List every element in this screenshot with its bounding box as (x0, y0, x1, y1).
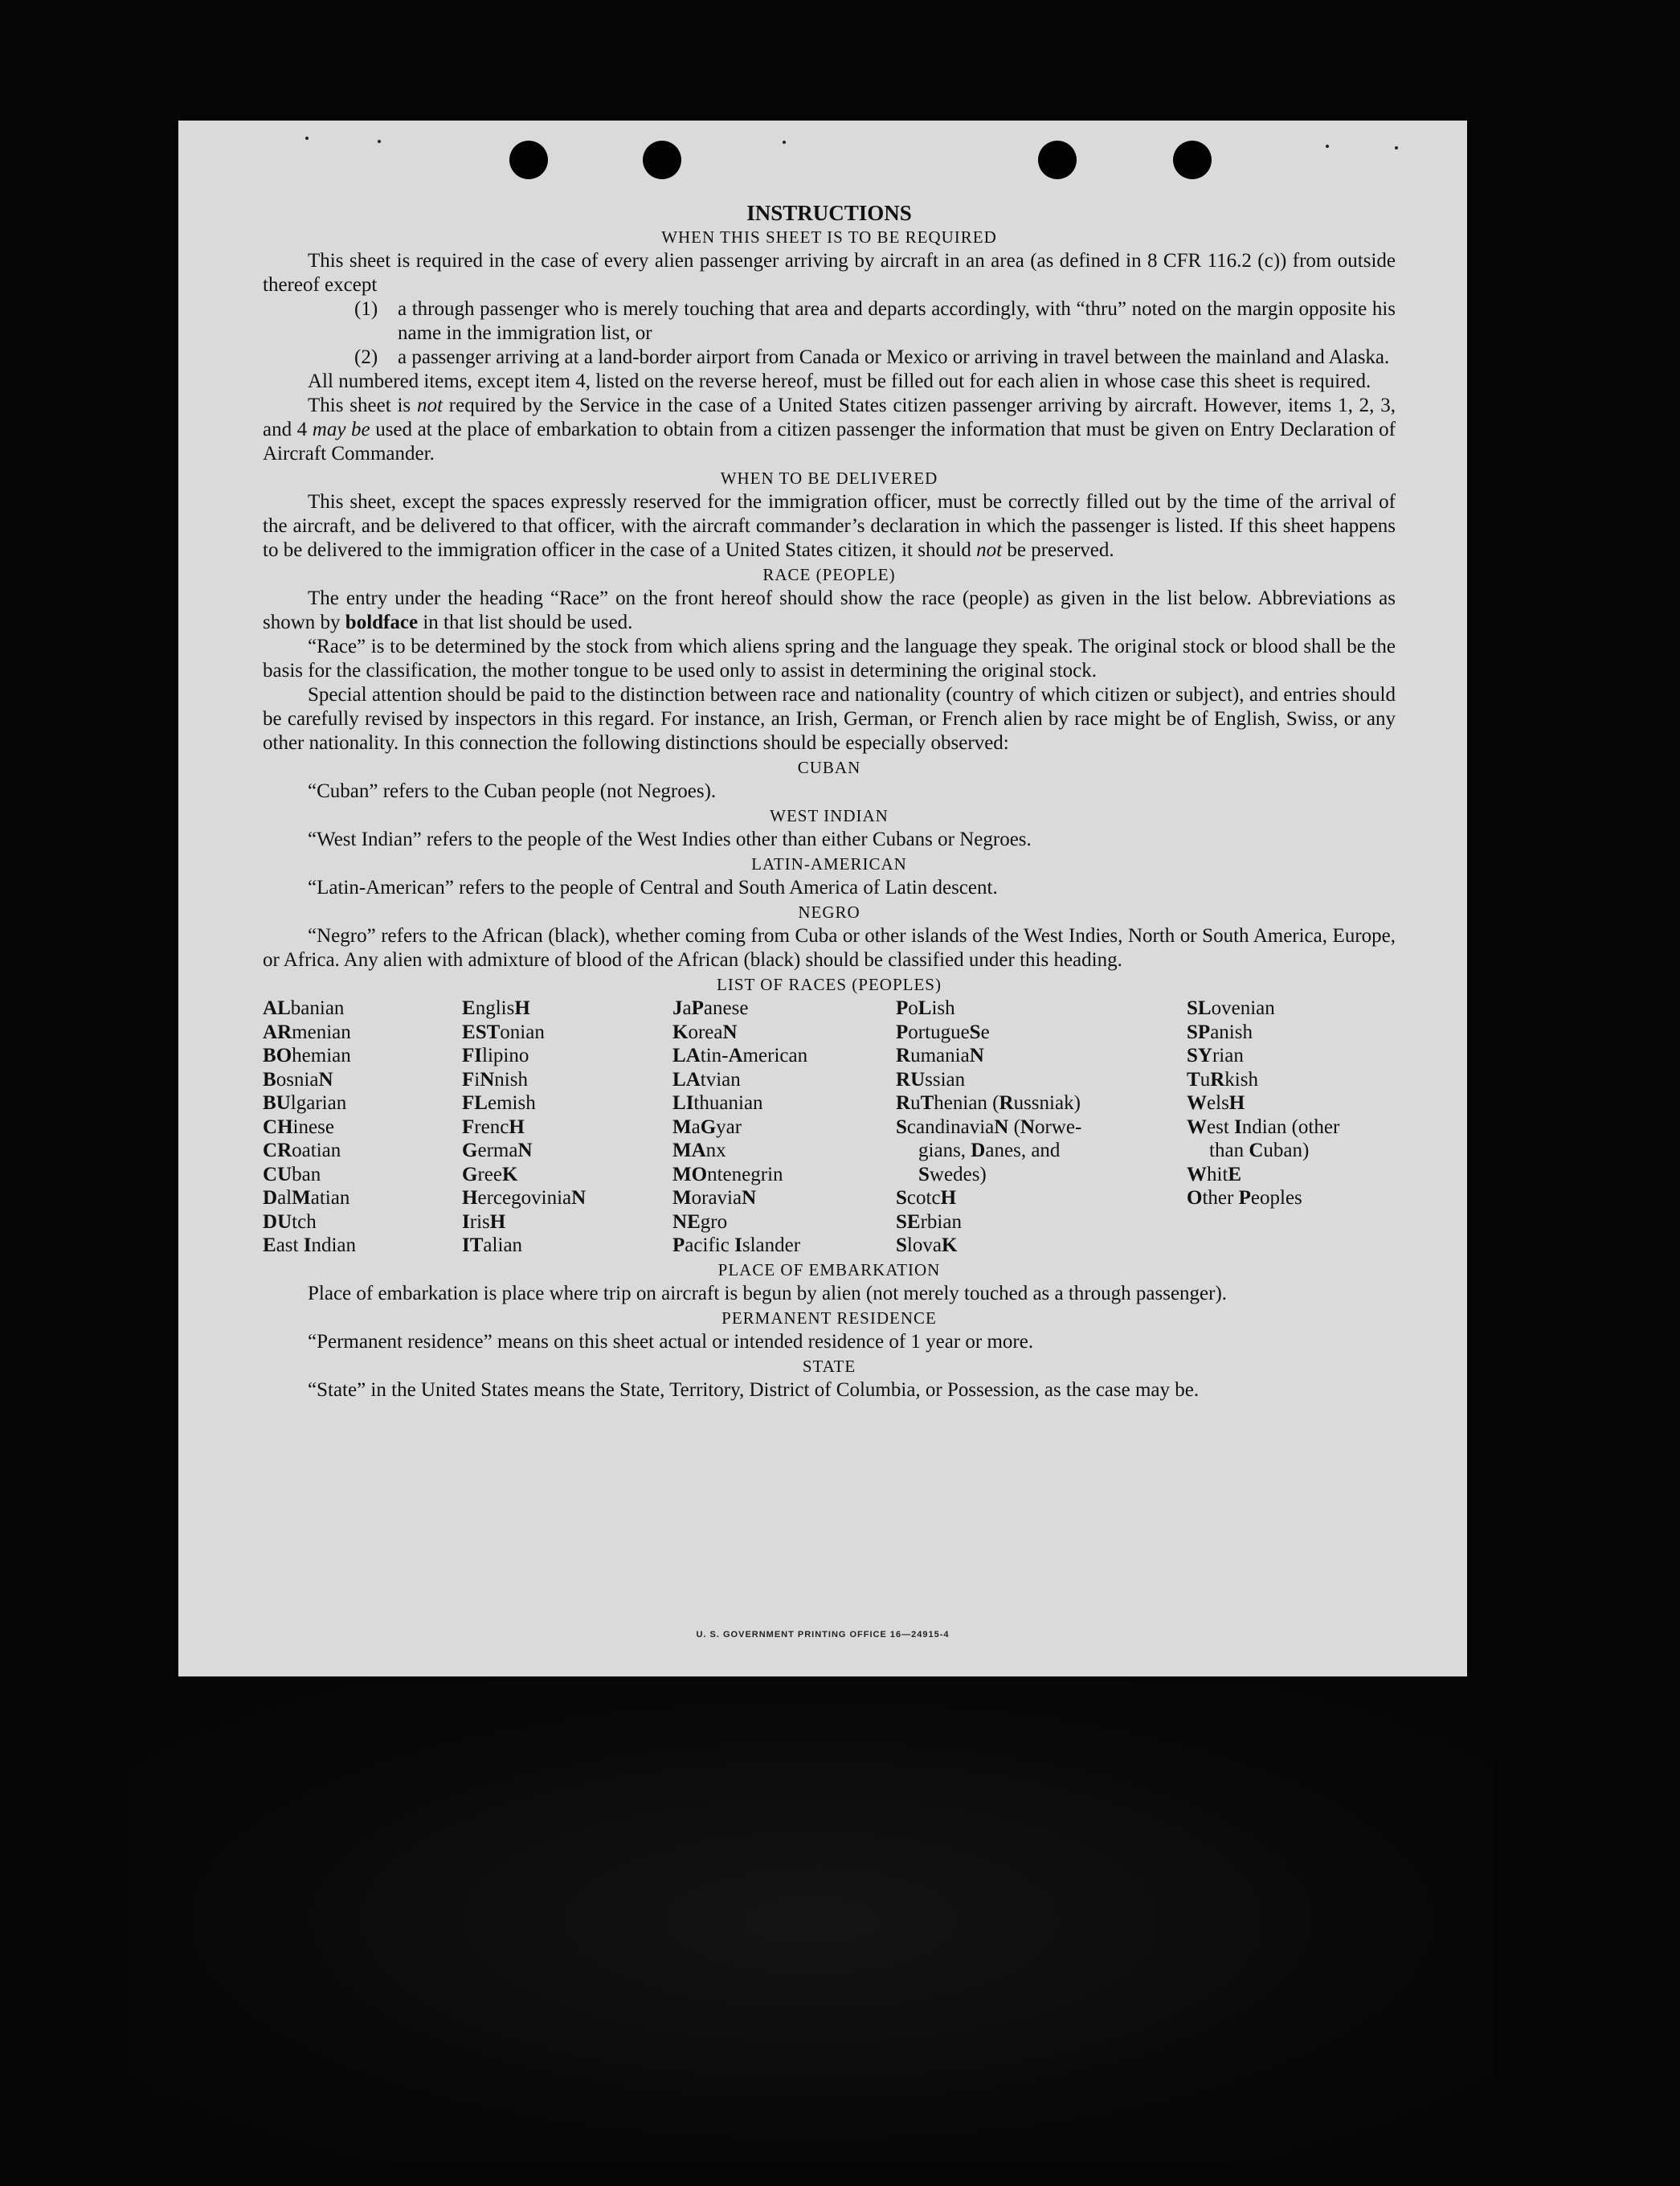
exception-item-1 (354, 297, 1396, 346)
required-intro: This sheet is required in the case of every alien passenger arriving by aircraft in an area (as defined in 8 CFR 116.2 (c)) from outside thereof except (263, 250, 1396, 296)
races-column-4 (896, 997, 1187, 1258)
race-list-item: Other Peoples (1187, 1187, 1302, 1209)
bold-word: boldface (345, 612, 419, 633)
section-heading-required: WHEN THIS SHEET IS TO BE REQUIRED (661, 227, 997, 247)
race-list-item: PoLish (896, 997, 955, 1019)
race-list-item: LAtin-American (672, 1045, 808, 1066)
required-para-2: All numbered items, except item 4, listed on the reverse hereof, must be filled out for each alien in whose case this sheet is required. (308, 370, 1371, 392)
race-list-item: PortugueSe (896, 1021, 990, 1043)
section-heading-delivered: WHEN TO BE DELIVERED (720, 469, 938, 488)
punch-hole (509, 141, 548, 179)
race-list-item: ARmenian (263, 1021, 351, 1043)
race-list-item: IrisH (462, 1210, 506, 1233)
section-heading-embarkation: PLACE OF EMBARKATION (717, 1259, 941, 1279)
cuban-text: “Cuban” refers to the Cuban people (not Negroes). (308, 780, 717, 802)
race-list-item: East Indian (263, 1234, 357, 1256)
race-list-item: MaGyar (672, 1116, 742, 1138)
race-list-item: gians, Danes, and (918, 1140, 1061, 1161)
speck (783, 141, 786, 144)
race-list-item: ESTonian (462, 1021, 545, 1043)
race-list-item: ScandinaviaN (Norwe- (896, 1116, 1082, 1138)
race-list-item: RuThenian (Russniak) (896, 1092, 1081, 1114)
race-list-item: LAtvian (672, 1068, 741, 1091)
text-run: This sheet is (308, 395, 417, 416)
exception-item-2 (354, 346, 1396, 370)
section-heading-state: STATE (802, 1356, 856, 1376)
speck (1326, 145, 1329, 148)
race-list-item: SPanish (1187, 1021, 1253, 1043)
section-heading-negro: NEGRO (798, 903, 860, 922)
race-list-item: LIthuanian (672, 1092, 763, 1114)
races-column-2 (462, 997, 672, 1258)
race-list-item: ScotcH (896, 1187, 957, 1209)
punch-hole (1038, 141, 1077, 179)
race-list-item: than Cuban) (1209, 1140, 1310, 1161)
race-list-item: HercegoviniaN (462, 1187, 587, 1209)
emphasis: not (417, 395, 443, 416)
race-list-item: DUtch (263, 1210, 317, 1233)
punch-hole (643, 141, 681, 179)
race-list-item: FIlipino (462, 1045, 529, 1066)
item-text: a through passenger who is merely touching that area and departs accordingly, with “thru” noted on the margin opposite his name in the immigration list, or (398, 298, 1396, 344)
text-run: in that list should be used. (418, 612, 633, 633)
race-list-item: MoraviaN (672, 1187, 757, 1209)
embarkation-text: Place of embarkation is place where trip on aircraft is begun by alien (not merely touched as a through passenger). (308, 1282, 1228, 1304)
race-list-item: West Indian (other (1187, 1116, 1340, 1138)
west-indian-text: “West Indian” refers to the people of the West Indies other than either Cubans or Negroes. (308, 829, 1032, 850)
race-list-item: FiNnish (462, 1068, 528, 1091)
background-shadow (129, 1680, 1494, 2162)
delivered-para (263, 490, 1396, 563)
race-list-item: ALbanian (263, 997, 345, 1019)
item-number: (2) (354, 346, 378, 368)
race-list-item: CHinese (263, 1116, 334, 1138)
race-list-item: RumaniaN (896, 1045, 984, 1066)
race-para-3: Special attention should be paid to the distinction between race and nationality (country of which citizen or subject), and entries should be carefully revised by inspectors in this regard. For instance, an Irish, German, or French alien by race might be of English, Swiss, or any other nationality. In this connection the following distinctions should be especially observed: (263, 684, 1396, 754)
speck (305, 137, 309, 140)
race-list-item: BUlgarian (263, 1092, 347, 1114)
negro-text: “Negro” refers to the African (black), whether coming from Cuba or other islands of the West Indies, North or South America, Europe, or Africa. Any alien with admixture of blood of the African (black) should be classified under this heading. (263, 925, 1396, 971)
state-text: “State” in the United States means the State, Territory, District of Columbia, or Possession, as the case may be. (308, 1378, 1200, 1401)
race-list-item: CRoatian (263, 1140, 341, 1161)
text-run: be preserved. (1002, 539, 1114, 561)
races-column-1 (263, 997, 462, 1258)
race-list-item: NEgro (672, 1210, 728, 1233)
required-para-3 (263, 394, 1396, 466)
race-list-item: JaPanese (672, 997, 749, 1019)
race-list-item: MOntenegrin (672, 1163, 783, 1185)
race-list-item: SYrian (1187, 1045, 1244, 1066)
races-list (263, 997, 1396, 1258)
text-run: This sheet, except the spaces expressly reserved for the immigration officer, must be correctly filled out by the time of the arrival of the aircraft, and be delivered to that officer, with the aircraft commander’s declaration in which the passenger is listed. If this sheet happens to be delivered to the immigration officer in the case of a United States citizen, it should (263, 491, 1396, 561)
section-heading-list-of-races: LIST OF RACES (PEOPLES) (717, 975, 942, 994)
race-list-item: Pacific Islander (672, 1234, 801, 1256)
text-run: used at the place of embarkation to obtain from a citizen passenger the information that must be given on Entry Declaration of Aircraft Commander. (263, 419, 1396, 465)
text-run: The entry under the heading “Race” on the front hereof should show the race (people) as given in the list below. Abbreviations as shown by (263, 587, 1396, 633)
text-run: required by the Service in the case of a United States citizen passenger arriving by aircraft. However, items 1, 2, 3, and 4 (263, 395, 1396, 440)
race-list-item: MAnx (672, 1140, 726, 1161)
race-list-item: BosniaN (263, 1068, 333, 1091)
race-list-item: GermaN (462, 1140, 533, 1161)
race-list-item: GreeK (462, 1163, 518, 1185)
emphasis: may be (312, 419, 370, 440)
speck (1395, 146, 1398, 149)
punch-hole (1173, 141, 1212, 179)
section-heading-latin-american: LATIN-AMERICAN (751, 854, 907, 874)
section-heading-west-indian: WEST INDIAN (770, 806, 889, 825)
latin-american-text: “Latin-American” refers to the people of Central and South America of Latin descent. (308, 877, 998, 899)
instructions-content (263, 201, 1396, 1402)
races-column-5 (1187, 997, 1396, 1258)
race-list-item: ITalian (462, 1234, 523, 1256)
residence-text: “Permanent residence” means on this sheet actual or intended residence of 1 year or more. (308, 1330, 1034, 1353)
speck (378, 140, 381, 143)
item-text: a passenger arriving at a land-border airport from Canada or Mexico or arriving in travel between the mainland and Alaska. (398, 346, 1390, 368)
race-list-item: FrencH (462, 1116, 525, 1138)
race-list-item: SErbian (896, 1210, 962, 1233)
page-title: INSTRUCTIONS (746, 201, 912, 225)
instruction-sheet (178, 121, 1467, 1676)
races-column-3 (672, 997, 896, 1258)
race-list-item: CUban (263, 1163, 321, 1185)
race-list-item: Swedes) (918, 1163, 987, 1185)
race-para-2: “Race” is to be determined by the stock from which aliens spring and the language they speak. The original stock or blood shall be the basis for the classification, the mother tongue to be used only to assist in determining the original stock. (263, 636, 1396, 682)
section-heading-residence: PERMANENT RESIDENCE (721, 1308, 937, 1328)
race-list-item: EnglisH (462, 997, 530, 1019)
section-heading-race: RACE (PEOPLE) (762, 565, 896, 584)
emphasis: not (976, 539, 1003, 561)
race-list-item: DalMatian (263, 1187, 350, 1209)
section-heading-cuban: CUBAN (797, 758, 861, 777)
race-list-item: FLemish (462, 1092, 536, 1114)
race-para-1 (263, 587, 1396, 635)
printing-office-imprint: U. S. GOVERNMENT PRINTING OFFICE 16—24915-4 (696, 1630, 950, 1640)
race-list-item: BOhemian (263, 1045, 351, 1066)
race-list-item: TuRkish (1187, 1068, 1258, 1091)
race-list-item: SLovenian (1187, 997, 1275, 1019)
item-number: (1) (354, 298, 378, 320)
race-list-item: WelsH (1187, 1092, 1245, 1114)
race-list-item: WhitE (1187, 1163, 1242, 1185)
race-list-item: SlovaK (896, 1234, 958, 1256)
race-list-item: KoreaN (672, 1021, 738, 1043)
race-list-item: RUssian (896, 1068, 966, 1091)
